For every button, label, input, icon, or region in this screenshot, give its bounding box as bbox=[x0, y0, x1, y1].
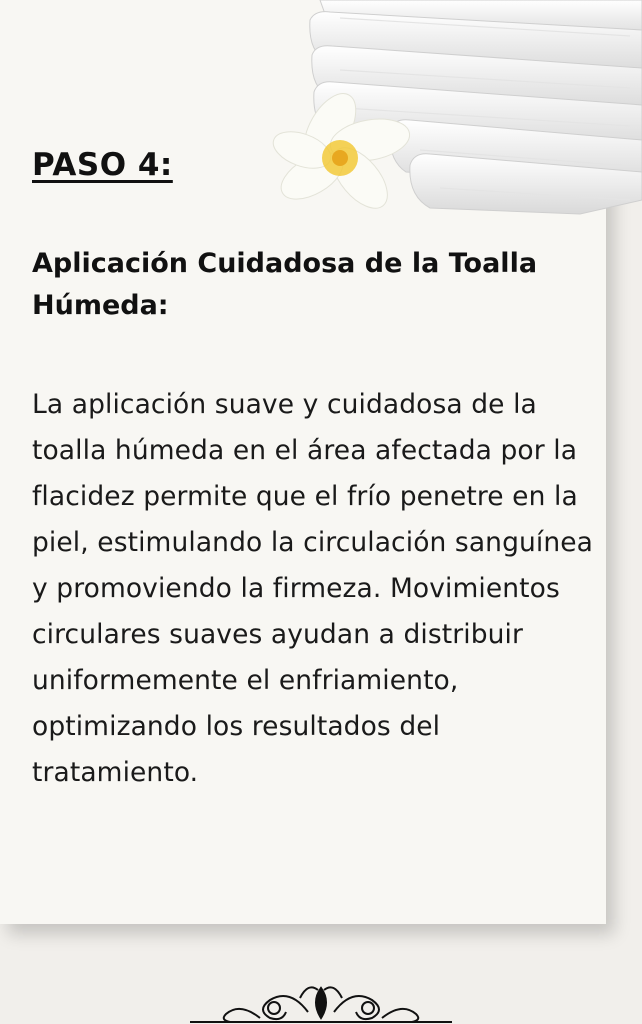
ornamental-divider-icon bbox=[190, 978, 452, 1024]
towel-stack-icon bbox=[270, 0, 642, 222]
step-subtitle: Aplicación Cuidadosa de la Toalla Húmeda: bbox=[32, 248, 538, 321]
step-title: PASO 4: bbox=[32, 147, 173, 183]
step-description: La aplicación suave y cuidadosa de la toalla húmeda en el área afectada por la flacidez permite que el frío penetre en la piel, estimulando la circulación sanguínea y promoviendo la firmeza. Movimientos circulares suaves ayudan a distribuir uniformemente el enfriamiento, optimizando los resultados del tratamiento. bbox=[32, 389, 593, 788]
